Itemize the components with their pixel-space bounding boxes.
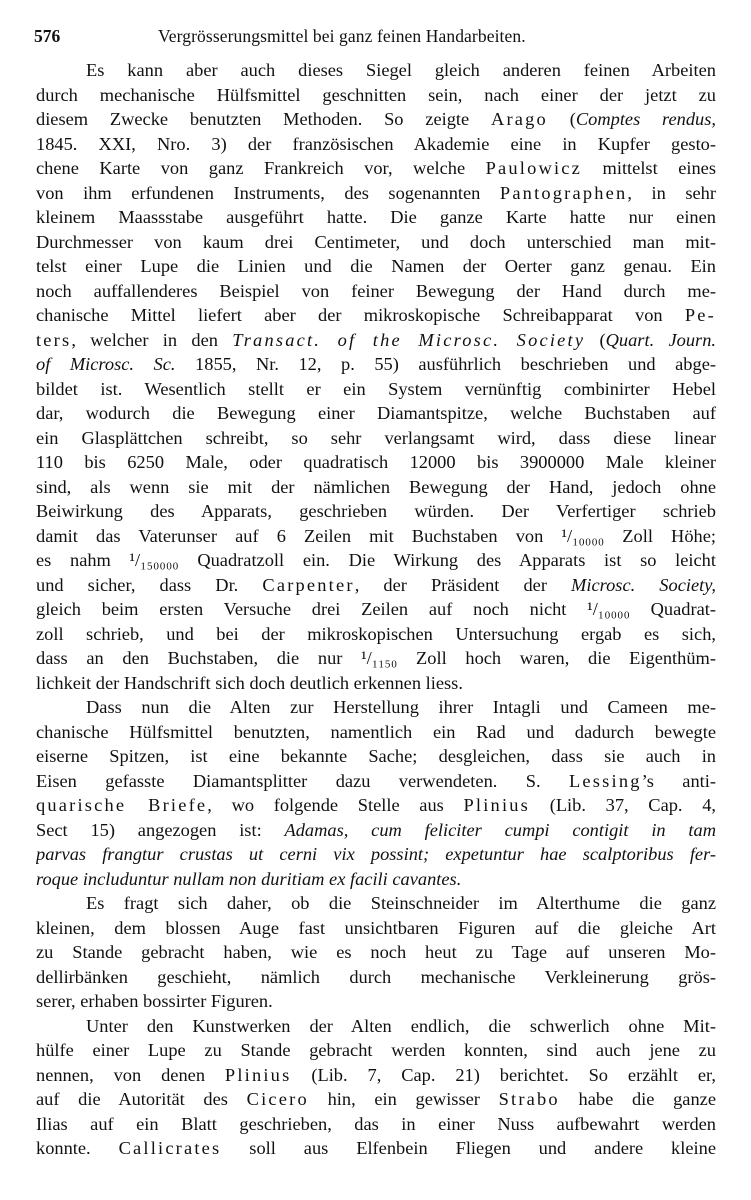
text-line bbox=[36, 401, 716, 426]
text-segment: chanische Mittel liefert aber der mikroskopische Schreibapparat von bbox=[36, 305, 685, 325]
text-line bbox=[36, 744, 716, 769]
text-line bbox=[36, 695, 716, 720]
text-segment: soll aus Elfenbein Fliegen und andere kleine bbox=[221, 1138, 716, 1158]
text-line bbox=[36, 1112, 716, 1137]
text-segment: von ihm erfundenen Instruments, des sogenannten bbox=[36, 182, 500, 203]
text-line bbox=[36, 132, 716, 157]
text-line bbox=[36, 205, 716, 230]
text-line bbox=[36, 842, 716, 867]
text-segment: diesem Zwecke benutzten Methoden. So zeigte bbox=[36, 109, 491, 129]
text-line bbox=[36, 279, 716, 304]
text-line bbox=[36, 891, 716, 916]
text-segment: roque includuntur nullam non duritiam ex facili cavantes. bbox=[36, 868, 462, 889]
text-line bbox=[36, 499, 716, 524]
text-segment: Paulowicz bbox=[485, 158, 583, 178]
text-segment: quarische Briefe bbox=[36, 795, 208, 815]
text-line bbox=[36, 352, 716, 377]
text-segment: 1845. XXI, Nro. 3) der französischen Akademie eine in Kupfer gesto- bbox=[36, 133, 716, 154]
text-segment: nennen, von denen bbox=[36, 1064, 225, 1085]
text-line bbox=[36, 940, 716, 965]
text-segment: (Lib. 37, Cap. 4, bbox=[530, 795, 716, 815]
text-segment: zu Stande gebracht haben, wie es noch heut zu Tage auf unseren Mo- bbox=[36, 942, 716, 962]
text-segment: Durchmesser von kaum drei Centimeter, und doch unterschied man mit- bbox=[36, 231, 716, 252]
text-line bbox=[36, 720, 716, 745]
text-segment: ( bbox=[585, 329, 606, 350]
text-segment: , wo folgende Stelle aus bbox=[207, 795, 464, 815]
text-segment: , welcher in den bbox=[71, 329, 233, 350]
text-line bbox=[36, 230, 716, 255]
text-segment: ters bbox=[36, 329, 72, 350]
text-segment: Pe- bbox=[684, 305, 716, 325]
text-segment: kleinen, dem blossen Auge fast unsichtbaren Figuren auf die gleiche Art bbox=[36, 917, 716, 938]
text-line bbox=[36, 475, 716, 500]
text-line bbox=[36, 818, 716, 843]
text-segment: Strabo bbox=[498, 1089, 560, 1109]
text-segment: auf die Autorität des bbox=[36, 1089, 247, 1109]
text-line bbox=[36, 622, 716, 647]
text-line bbox=[36, 769, 716, 794]
text-segment: Es fragt sich daher, ob die Steinschneider im Alterthume die ganz bbox=[86, 893, 716, 913]
text-segment: damit das Vaterunser auf 6 Zeilen mit Buchstaben von ¹/₁₀₀₀₀ Zoll Höhe; bbox=[36, 525, 716, 546]
text-segment: Carpenter bbox=[262, 574, 355, 595]
text-segment: Callicrates bbox=[118, 1138, 222, 1158]
text-segment: dar, wodurch die Bewegung einer Diamantspitze, welche Buchstaben auf bbox=[36, 403, 716, 423]
text-segment: chene Karte von ganz Frankreich vor, welche bbox=[36, 158, 486, 178]
text-line bbox=[36, 965, 716, 990]
text-segment: es nahm ¹/₁₅₀₀₀₀ Quadratzoll ein. Die Wirkung des Apparats ist so leicht bbox=[36, 550, 716, 570]
text-line bbox=[36, 916, 716, 941]
text-segment: dass an den Buchstaben, die nur ¹/₁₁₅₀ Zoll hoch waren, die Eigenthüm- bbox=[36, 648, 716, 668]
text-segment: parvas frangtur crustas ut cerni vix possint; expetuntur hae scalptoribus fer- bbox=[36, 844, 716, 864]
text-line bbox=[36, 107, 716, 132]
text-segment: Dass nun die Alten zur Herstellung ihrer Intagli und Cameen me- bbox=[86, 697, 716, 717]
text-segment: Plinius bbox=[463, 795, 531, 815]
text-line bbox=[36, 548, 716, 573]
page-number: 576 bbox=[34, 26, 61, 46]
text-segment: Quart. Journ. bbox=[605, 329, 716, 350]
text-segment: hin, ein gewisser bbox=[308, 1089, 499, 1109]
text-line bbox=[36, 1014, 716, 1039]
running-title: Vergrösserungsmittel bei ganz feinen Handarbeiten. bbox=[158, 26, 526, 46]
text-line bbox=[36, 524, 716, 549]
text-line bbox=[36, 1087, 716, 1112]
text-line bbox=[36, 377, 716, 402]
text-segment: und sicher, dass Dr. bbox=[36, 574, 263, 595]
text-segment: Eisen gefasste Diamantsplitter dazu verwendeten. S. bbox=[36, 770, 569, 791]
text-segment: durch mechanische Hülfsmittel geschnitten sein, nach einer der jetzt zu bbox=[36, 84, 716, 105]
text-line bbox=[36, 573, 716, 598]
text-line bbox=[36, 83, 716, 108]
text-segment: Transact. of the Microsc. Society bbox=[232, 329, 586, 350]
text-line bbox=[36, 1063, 716, 1088]
text-segment: mittelst eines bbox=[582, 158, 716, 178]
text-segment: hülfe einer Lupe zu Stande gebracht werden konnten, sind auch jene zu bbox=[36, 1040, 716, 1060]
text-segment: Pantographen bbox=[499, 182, 628, 203]
text-segment: eiserne Spitzen, ist eine bekannte Sache; desgleichen, dass sie auch in bbox=[36, 746, 716, 766]
text-line bbox=[36, 646, 716, 671]
text-line bbox=[36, 303, 716, 328]
text-line bbox=[36, 426, 716, 451]
text-segment: Es kann aber auch dieses Siegel gleich anderen feinen Arbeiten bbox=[86, 60, 716, 80]
text-segment: noch auffallenderes Beispiel von feiner Bewegung der Hand durch me- bbox=[36, 280, 716, 301]
body-text bbox=[36, 58, 716, 1161]
text-line bbox=[36, 793, 716, 818]
text-segment: , der Präsident der bbox=[354, 574, 572, 595]
text-line bbox=[36, 1136, 716, 1161]
text-line bbox=[36, 671, 716, 696]
text-segment: Plinius bbox=[224, 1064, 292, 1085]
text-segment: Sect 15) angezogen ist: bbox=[36, 819, 285, 840]
text-line bbox=[36, 867, 716, 892]
text-segment: Lessing bbox=[569, 770, 642, 791]
text-line bbox=[36, 989, 716, 1014]
text-segment: konnte. bbox=[36, 1138, 119, 1158]
text-segment: bildet ist. Wesentlich stellt er ein System vernünftig combinirter Hebel bbox=[36, 378, 716, 399]
text-segment: Ilias auf ein Blatt geschrieben, das in einer Nuss aufbewahrt werden bbox=[36, 1113, 716, 1134]
text-segment: lichkeit der Handschrift sich doch deutlich erkennen liess. bbox=[36, 672, 463, 693]
text-line bbox=[36, 450, 716, 475]
text-line bbox=[36, 1038, 716, 1063]
text-segment: chanische Hülfsmittel benutzten, namentlich ein Rad und dadurch bewegte bbox=[36, 721, 716, 742]
text-segment: Arago bbox=[490, 109, 548, 129]
text-line bbox=[36, 328, 716, 353]
text-segment: 110 bis 6250 Male, oder quadratisch 12000 bis 3900000 Male kleiner bbox=[36, 452, 716, 472]
text-segment: dellirbänken geschieht, nämlich durch mechanische Verkleinerung grös- bbox=[36, 966, 716, 987]
text-segment: kleinem Maassstabe ausgeführt hatte. Die ganze Karte hatte nur einen bbox=[36, 207, 716, 227]
text-line bbox=[36, 254, 716, 279]
text-segment: gleich beim ersten Versuche drei Zeilen auf noch nicht ¹/₁₀₀₀₀ Quadrat- bbox=[36, 599, 716, 619]
text-segment: Adamas, cum feliciter cumpi contigit in tam bbox=[284, 819, 716, 840]
text-segment: Unter den Kunstwerken der Alten endlich, die schwerlich ohne Mit- bbox=[86, 1015, 716, 1036]
text-segment: zoll schrieb, und bei der mikroskopischen Untersuchung ergab es sich, bbox=[36, 623, 716, 644]
text-segment: ( bbox=[547, 109, 576, 129]
text-segment: serer, erhaben bossirter Figuren. bbox=[36, 991, 273, 1011]
text-segment: (Lib. 7, Cap. 21) berichtet. So erzählt er, bbox=[291, 1064, 716, 1085]
text-segment: Microsc. Society, bbox=[571, 574, 716, 595]
text-segment: ein Glasplättchen schreibt, so sehr verlangsamt wird, dass diese linear bbox=[36, 427, 716, 448]
text-segment: 1855, Nr. 12, p. 55) ausführlich beschrieben und abge- bbox=[175, 354, 716, 374]
text-line bbox=[36, 58, 716, 83]
text-segment: Beiwirkung des Apparats, geschrieben würden. Der Verfertiger schrieb bbox=[36, 501, 716, 521]
text-segment: telst einer Lupe die Linien und die Namen der Oerter ganz genau. Ein bbox=[36, 256, 716, 276]
text-segment: Cicero bbox=[246, 1089, 309, 1109]
text-segment: , in sehr bbox=[627, 182, 716, 203]
text-segment: Comptes rendus, bbox=[575, 109, 716, 129]
text-segment: habe die ganze bbox=[559, 1089, 716, 1109]
text-segment: of Microsc. Sc. bbox=[36, 354, 176, 374]
text-segment: ’s anti- bbox=[641, 770, 716, 791]
text-line bbox=[36, 181, 716, 206]
text-segment: sind, als wenn sie mit der nämlichen Bewegung der Hand, jedoch ohne bbox=[36, 476, 716, 497]
page-header bbox=[34, 24, 724, 48]
text-line bbox=[36, 597, 716, 622]
text-line bbox=[36, 156, 716, 181]
